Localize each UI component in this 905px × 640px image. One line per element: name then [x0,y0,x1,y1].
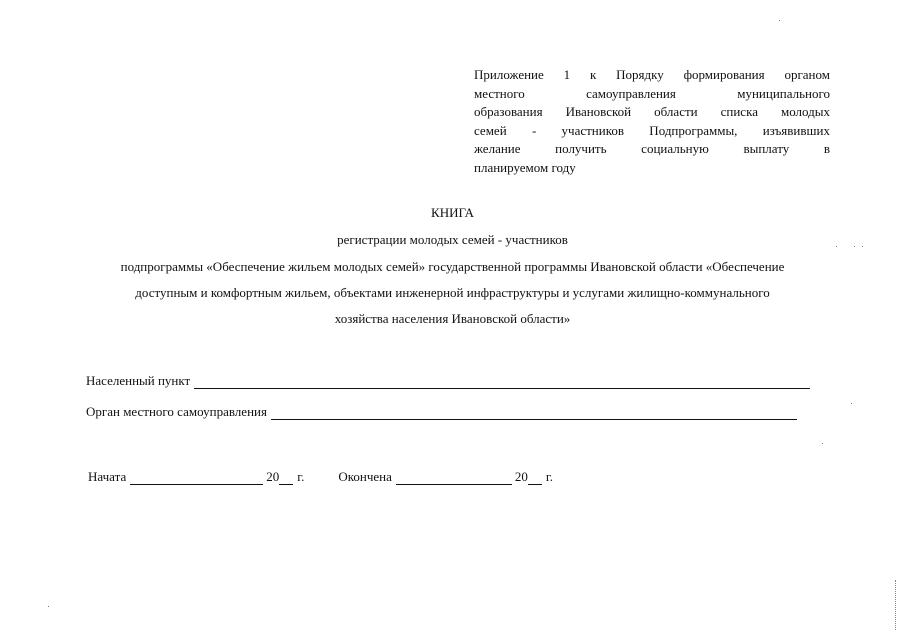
appendix-line: образования Ивановской области списка молодых [474,104,830,120]
end-year-suffix: г. [545,469,554,484]
end-year-blank[interactable] [528,472,542,485]
scan-speck [836,246,837,247]
start-year-blank[interactable] [279,472,293,485]
authority-label: Орган местного самоуправления [86,404,267,419]
settlement-blank-line[interactable] [194,376,810,389]
scan-speck [854,246,855,247]
start-year-prefix: 20 [266,469,280,484]
authority-blank-line[interactable] [271,407,797,420]
document-subtitle-line: хозяйства населения Ивановской области» [334,311,571,326]
document-subtitle-line: доступным и комфортным жильем, объектами инженерной инфраструктуры и услугами жилищно-коммунального [135,285,770,300]
scan-speck [851,403,852,404]
appendix-line: семей - участников Подпрограммы, изъявивших [474,122,830,138]
start-year-suffix: г. [297,469,305,484]
authority-field [86,404,797,420]
scan-speck [779,20,780,21]
end-year [515,469,553,485]
start-date-blank[interactable] [130,472,263,485]
end-date-blank[interactable] [396,472,512,485]
document-subtitle-line: подпрограммы «Обеспечение жильем молодых семей» государственной программы Ивановской области «Обеспечение [120,259,785,274]
scan-edge-mark [895,580,897,630]
scan-speck [48,606,49,607]
document-subtitle-line: регистрации молодых семей - участников [337,232,568,247]
date-range-row [88,469,553,485]
scan-speck [862,246,863,247]
document-heading: КНИГА [431,205,474,220]
settlement-label: Населенный пункт [86,373,191,388]
appendix-note [474,66,830,178]
appendix-line: желание получить социальную выплату в [474,141,830,157]
appendix-line: Приложение 1 к Порядку формирования органом [474,67,830,82]
start-year [266,469,304,485]
end-year-prefix: 20 [514,469,528,484]
scan-speck [822,443,823,444]
end-label: Окончена [338,469,392,484]
settlement-field [86,373,810,389]
start-label: Начата [88,469,127,484]
appendix-line: местного самоуправления муниципального [474,85,830,101]
appendix-line: планируемом году [474,159,576,175]
